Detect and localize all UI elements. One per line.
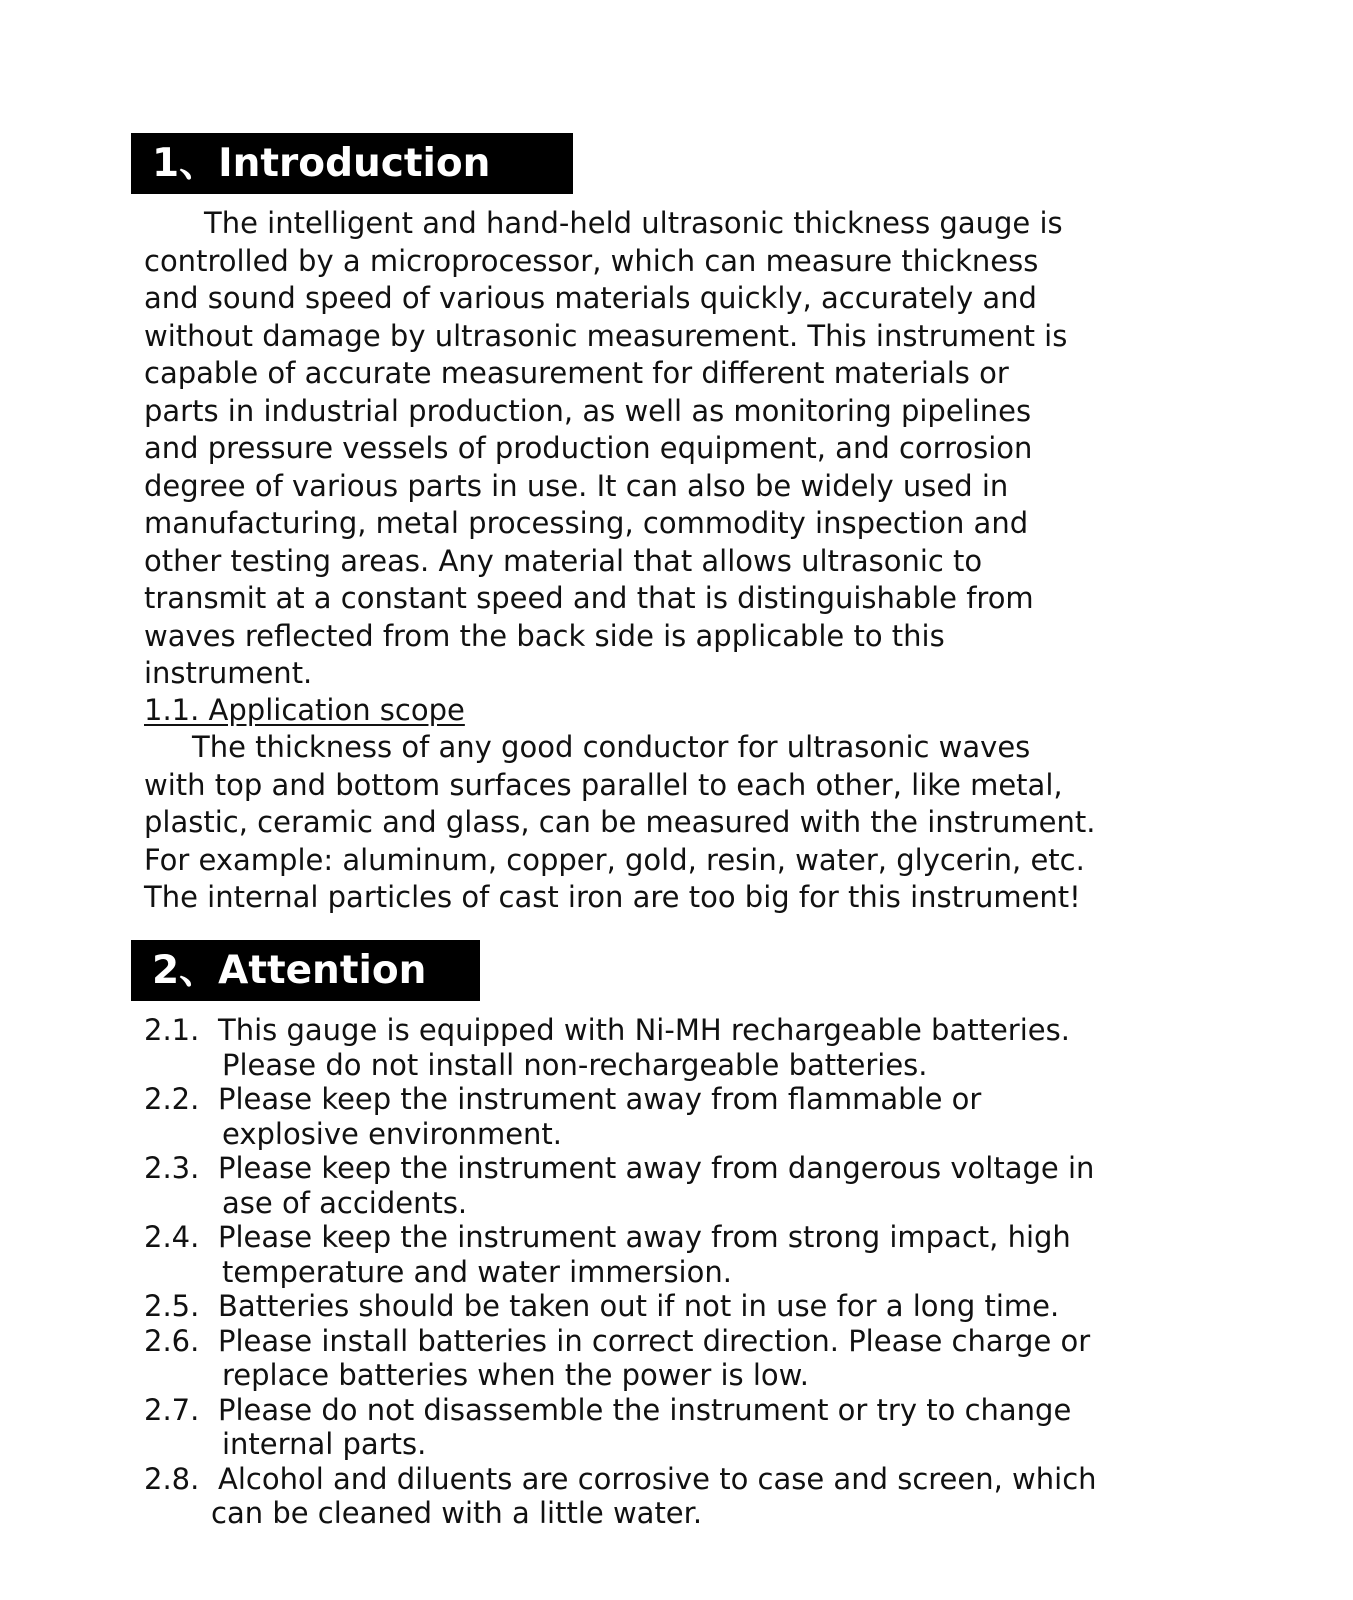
scope-line: The internal particles of cast iron are too big for this instrument! bbox=[144, 880, 1081, 914]
item-number: 2.2. bbox=[144, 1082, 200, 1116]
item-number: 2.7. bbox=[144, 1392, 200, 1427]
item-number: 2.8. bbox=[144, 1461, 200, 1496]
intro-line: waves reflected from the back side is applicable to this bbox=[144, 618, 945, 653]
item-text: Please do not disassemble the instrument or try to change bbox=[218, 1392, 1072, 1427]
intro-line: controlled by a microprocessor, which can measure thickness bbox=[144, 243, 1039, 278]
item-number: 2.3. bbox=[144, 1151, 200, 1185]
intro-line: manufacturing, metal processing, commodity inspection and bbox=[144, 506, 1029, 540]
section-heading-attention: 2、Attention bbox=[131, 940, 480, 1001]
item-text: Please install batteries in correct direction. Please charge or bbox=[218, 1323, 1091, 1358]
item-text: Please keep the instrument away from flammable or bbox=[218, 1082, 982, 1116]
item-number: 2.4. bbox=[144, 1220, 200, 1254]
intro-line: without damage by ultrasonic measurement. This instrument is bbox=[144, 318, 1068, 353]
item-text-continued: can be cleaned with a little water. bbox=[211, 1496, 703, 1530]
item-text-continued: temperature and water immersion. bbox=[222, 1254, 732, 1289]
item-number: 2.1. bbox=[144, 1013, 200, 1047]
intro-line: parts in industrial production, as well as monitoring pipelines bbox=[144, 393, 1032, 428]
attention-item bbox=[144, 1082, 1274, 1151]
item-text-continued: ase of accidents. bbox=[222, 1185, 468, 1220]
scope-line: The thickness of any good conductor for ultrasonic waves bbox=[192, 730, 1031, 764]
item-text-continued: replace batteries when the power is low. bbox=[222, 1358, 809, 1392]
introduction-paragraph bbox=[144, 205, 1264, 693]
intro-line: instrument. bbox=[144, 656, 313, 690]
attention-item bbox=[144, 1220, 1274, 1289]
intro-line: and sound speed of various materials quickly, accurately and bbox=[144, 281, 1037, 315]
intro-line: degree of various parts in use. It can also be widely used in bbox=[144, 468, 1009, 503]
scope-line: with top and bottom surfaces parallel to each other, like metal, bbox=[144, 767, 1063, 802]
item-text: Please keep the instrument away from dangerous voltage in bbox=[218, 1151, 1095, 1185]
item-number: 2.5. bbox=[144, 1289, 200, 1323]
attention-item bbox=[144, 1013, 1274, 1082]
attention-item bbox=[144, 1462, 1274, 1531]
attention-item bbox=[144, 1324, 1274, 1393]
section-heading-introduction: 1、Introduction bbox=[131, 133, 573, 194]
item-number: 2.6. bbox=[144, 1323, 200, 1358]
intro-line: The intelligent and hand-held ultrasonic thickness gauge is bbox=[204, 206, 1063, 240]
intro-line: capable of accurate measurement for different materials or bbox=[144, 356, 1009, 390]
intro-line: and pressure vessels of production equipment, and corrosion bbox=[144, 431, 1033, 465]
subsection-title-application-scope: 1.1. Application scope bbox=[144, 693, 465, 727]
attention-item bbox=[144, 1393, 1274, 1462]
item-text: Please keep the instrument away from strong impact, high bbox=[218, 1220, 1071, 1254]
application-scope-paragraph bbox=[144, 729, 1264, 917]
item-text: This gauge is equipped with Ni-MH rechargeable batteries. bbox=[218, 1013, 1070, 1047]
scope-line: plastic, ceramic and glass, can be measured with the instrument. bbox=[144, 805, 1096, 839]
attention-item bbox=[144, 1151, 1274, 1220]
attention-list bbox=[144, 1013, 1274, 1531]
intro-line: transmit at a constant speed and that is distinguishable from bbox=[144, 581, 1034, 615]
item-text: Batteries should be taken out if not in use for a long time. bbox=[218, 1289, 1060, 1323]
attention-item bbox=[144, 1289, 1274, 1324]
item-text: Alcohol and diluents are corrosive to case and screen, which bbox=[218, 1461, 1097, 1496]
intro-line: other testing areas. Any material that allows ultrasonic to bbox=[144, 543, 983, 578]
item-text-continued: Please do not install non-rechargeable batteries. bbox=[222, 1047, 928, 1082]
scope-line: For example: aluminum, copper, gold, resin, water, glycerin, etc. bbox=[144, 842, 1085, 877]
item-text-continued: explosive environment. bbox=[222, 1116, 562, 1151]
item-text-continued: internal parts. bbox=[222, 1427, 427, 1461]
